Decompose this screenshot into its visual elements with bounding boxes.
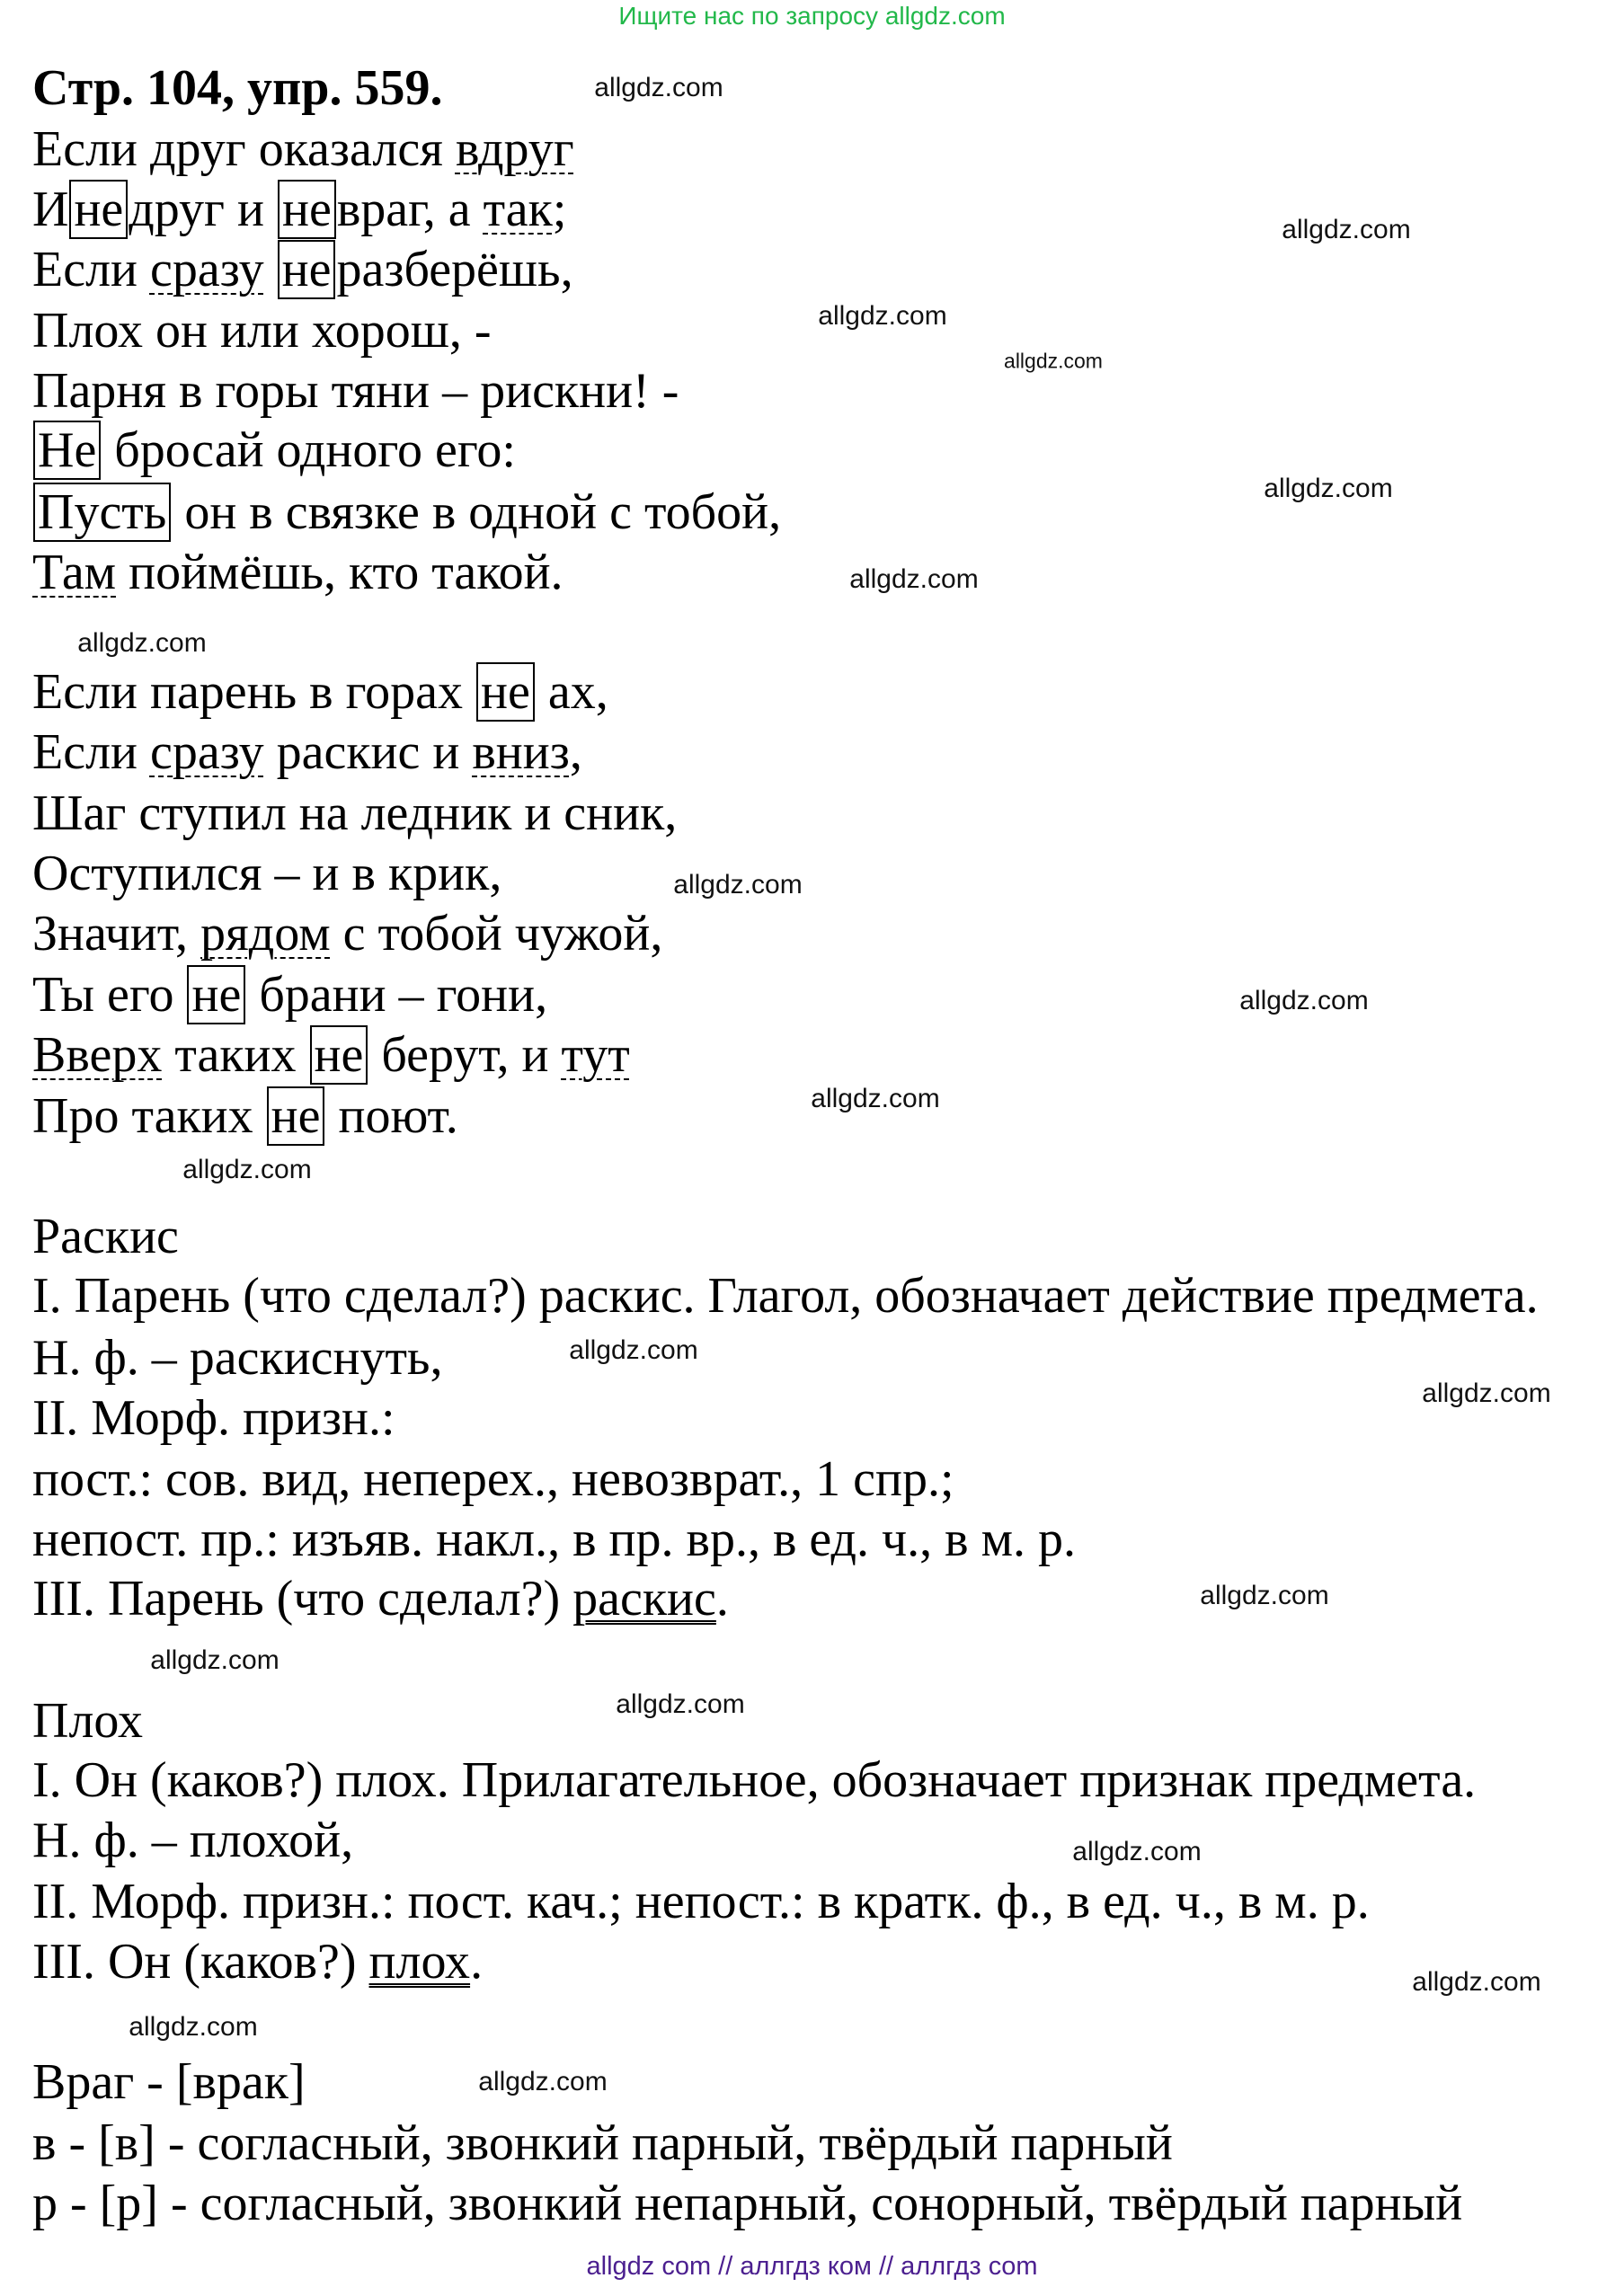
adverb-underlined: тут bbox=[561, 1027, 630, 1083]
text-segment: поймёшь, кто такой. bbox=[116, 545, 564, 600]
boxed-particle: не bbox=[69, 180, 128, 239]
text-segment: берут, и bbox=[368, 1027, 562, 1083]
predicate-underlined: плох bbox=[368, 1934, 471, 1990]
text-line bbox=[32, 1751, 1476, 1810]
text-line bbox=[32, 844, 501, 903]
text-line bbox=[32, 120, 574, 179]
text-line bbox=[32, 1207, 179, 1266]
boxed-particle: не bbox=[310, 1025, 368, 1085]
text-segment: поют. bbox=[325, 1088, 458, 1144]
adverb-underlined: Вверх bbox=[32, 1027, 163, 1083]
text-segment: II. Морф. призн.: bbox=[32, 1390, 395, 1446]
text-line bbox=[32, 543, 564, 602]
text-segment: Если парень в горах bbox=[32, 664, 476, 720]
text-segment: друг и bbox=[129, 182, 277, 237]
boxed-particle: не bbox=[267, 1086, 325, 1146]
text-segment: Оступился – и в крик, bbox=[32, 846, 502, 901]
text-segment: он в связке в одной с тобой, bbox=[172, 484, 782, 540]
text-segment: Если друг оказался bbox=[32, 121, 456, 177]
boxed-particle: не bbox=[278, 180, 336, 239]
text-line bbox=[32, 904, 662, 963]
predicate-underlined: раскис bbox=[572, 1571, 716, 1627]
text-segment: непост. пр.: изъяв. накл., в пр. вр., в ед. ч., в м. р. bbox=[32, 1511, 1077, 1567]
watermark: allgdz.com bbox=[1004, 349, 1103, 373]
watermark: allgdz.com bbox=[1282, 215, 1411, 244]
text-line bbox=[32, 2114, 1173, 2173]
watermark: allgdz.com bbox=[478, 2067, 608, 2096]
text-line bbox=[32, 1086, 458, 1146]
adverb-underlined: рядом bbox=[200, 906, 331, 962]
text-segment: в - [в] - согласный, звонкий парный, твёрдый парный bbox=[32, 2115, 1173, 2171]
text-segment: пост.: сов. вид, неперех., невозврат., 1 спр.; bbox=[32, 1451, 954, 1507]
adverb-underlined: вдруг bbox=[455, 121, 574, 177]
exercise-title: Стр. 104, упр. 559. bbox=[32, 60, 443, 116]
boxed-particle: не bbox=[187, 965, 245, 1024]
adverb-underlined: так bbox=[483, 182, 553, 237]
text-line bbox=[32, 1328, 442, 1387]
text-line bbox=[32, 784, 677, 843]
watermark: allgdz.com bbox=[1412, 1967, 1541, 1997]
text-line bbox=[32, 1569, 729, 1628]
text-segment: Плох он или хорош, - bbox=[32, 303, 492, 359]
text-segment: I. Он (каков?) плох. Прилагательное, обозначает признак предмета. bbox=[32, 1752, 1477, 1808]
text-segment: Раскис bbox=[32, 1209, 179, 1264]
text-segment: , bbox=[569, 724, 582, 780]
text-segment: III. Он (каков?) bbox=[32, 1934, 369, 1990]
text-line bbox=[32, 180, 566, 239]
text-line bbox=[32, 1449, 954, 1509]
boxed-particle: не bbox=[476, 662, 535, 722]
watermark: allgdz.com bbox=[77, 628, 207, 658]
watermark: allgdz.com bbox=[1239, 986, 1369, 1015]
text-segment: бросай одного его: bbox=[102, 422, 516, 478]
text-segment: Если bbox=[32, 242, 150, 297]
text-segment: р - [р] - согласный, звонкий непарный, сонорный, твёрдый парный bbox=[32, 2176, 1463, 2231]
text-segment: . bbox=[715, 1571, 729, 1627]
text-segment: Н. ф. – плохой, bbox=[32, 1813, 354, 1868]
text-segment: разберёшь, bbox=[336, 242, 573, 297]
watermark: allgdz.com bbox=[129, 2012, 258, 2042]
text-segment: ; bbox=[552, 182, 567, 237]
text-line bbox=[32, 722, 582, 782]
text-segment: с тобой чужой, bbox=[330, 906, 663, 962]
adverb-underlined: Там bbox=[32, 545, 117, 600]
text-line bbox=[32, 301, 491, 360]
text-segment: Н. ф. – раскиснуть, bbox=[32, 1330, 443, 1386]
text-segment: брани – гони, bbox=[246, 967, 548, 1023]
text-segment: II. Морф. призн.: пост. кач.; непост.: в кратк. ф., в ед. ч., в м. р. bbox=[32, 1874, 1370, 1929]
watermark: allgdz.com bbox=[673, 870, 803, 900]
text-line bbox=[32, 662, 608, 722]
text-segment: Про таких bbox=[32, 1088, 266, 1144]
text-segment bbox=[264, 242, 277, 297]
text-segment: ах, bbox=[535, 664, 608, 720]
text-line bbox=[32, 1811, 353, 1870]
text-line bbox=[32, 483, 781, 542]
text-segment: Враг - [врак] bbox=[32, 2054, 306, 2110]
watermark: allgdz.com bbox=[818, 301, 947, 331]
text-line bbox=[32, 1025, 630, 1085]
adverb-underlined: сразу bbox=[149, 724, 264, 780]
watermark: allgdz.com bbox=[150, 1645, 280, 1675]
text-line bbox=[32, 361, 679, 421]
text-segment: Если bbox=[32, 724, 150, 780]
watermark: allgdz.com bbox=[1264, 474, 1393, 503]
text-segment: Шаг ступил на ледник и сник, bbox=[32, 785, 678, 841]
boxed-particle: Не bbox=[33, 421, 101, 480]
text-line bbox=[32, 1691, 143, 1751]
text-segment: таких bbox=[162, 1027, 309, 1083]
text-segment: И bbox=[32, 182, 69, 237]
boxed-particle: не bbox=[278, 240, 336, 299]
watermark: allgdz.com bbox=[594, 73, 723, 102]
text-segment: III. Парень (что сделал?) bbox=[32, 1571, 573, 1627]
text-line bbox=[32, 1872, 1370, 1931]
watermark: allgdz.com bbox=[569, 1335, 698, 1365]
text-segment: . bbox=[470, 1934, 484, 1990]
watermark: allgdz.com bbox=[182, 1155, 312, 1184]
text-line bbox=[32, 421, 516, 480]
watermark: allgdz.com bbox=[811, 1084, 940, 1113]
text-line bbox=[32, 2174, 1462, 2233]
text-segment: враг, а bbox=[336, 182, 484, 237]
text-segment: Плох bbox=[32, 1693, 143, 1749]
text-segment: Ты его bbox=[32, 967, 187, 1023]
watermark: allgdz.com bbox=[1200, 1581, 1329, 1610]
adverb-underlined: сразу bbox=[149, 242, 264, 297]
text-segment: раскис и bbox=[263, 724, 473, 780]
search-banner: Ищите нас по запросу allgdz.com bbox=[618, 2, 1006, 30]
text-segment: Значит, bbox=[32, 906, 201, 962]
text-line bbox=[32, 240, 573, 299]
text-segment: I. Парень (что сделал?) раскис. Глагол, обозначает действие предмета. bbox=[32, 1268, 1539, 1324]
text-line bbox=[32, 1932, 483, 1991]
text-segment: Парня в горы тяни – рискни! - bbox=[32, 363, 679, 419]
watermark: allgdz.com bbox=[1072, 1837, 1202, 1866]
footer-banner: allgdz com // аллгдз ком // аллгдз com bbox=[586, 2252, 1038, 2281]
text-line bbox=[32, 965, 547, 1024]
watermark: allgdz.com bbox=[1422, 1378, 1551, 1408]
text-line bbox=[32, 1388, 395, 1448]
text-line bbox=[32, 1266, 1539, 1325]
boxed-particle: Пусть bbox=[33, 483, 171, 542]
text-line bbox=[32, 1510, 1076, 1569]
adverb-underlined: вниз bbox=[472, 724, 570, 780]
text-line bbox=[32, 2052, 306, 2112]
watermark: allgdz.com bbox=[616, 1689, 745, 1719]
watermark: allgdz.com bbox=[849, 564, 979, 594]
